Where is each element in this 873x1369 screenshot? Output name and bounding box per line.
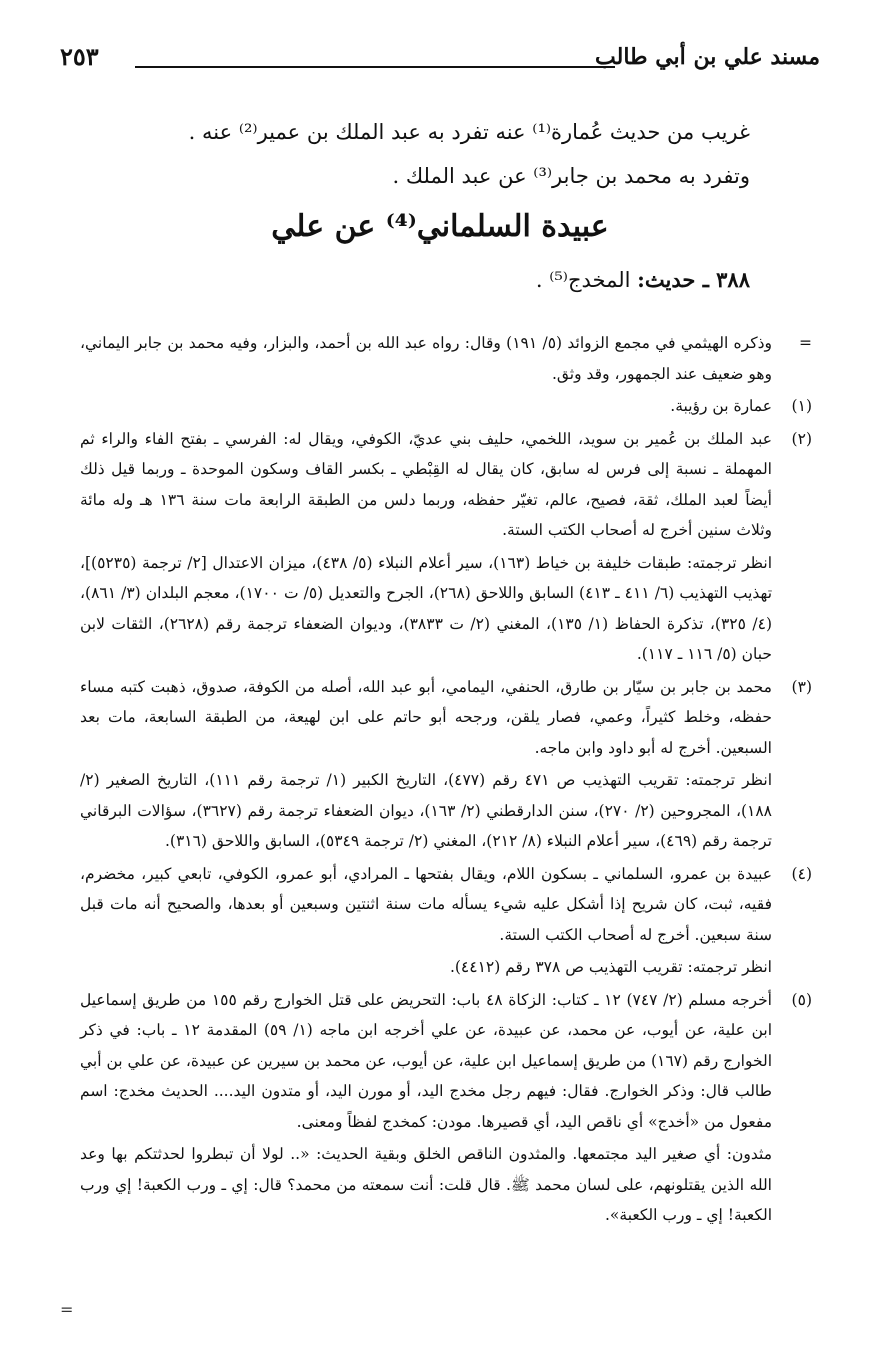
header-title: مسند علي بن أبي طالب — [595, 44, 820, 70]
footnote-number: (٢) — [791, 429, 812, 448]
section-title: عبيدة السلماني⁽⁴⁾ عن علي — [271, 209, 609, 244]
footnote-number: (١) — [791, 397, 812, 415]
hadith-text: المخدج⁽⁵⁾ . — [535, 268, 631, 292]
footnote-continued: مثدون: أي صغير اليد مجتمعها. والمثدون الناقص الخلق وبقية الحديث: «.. لولا أن تبطروا لحدثتكم بها وعد الله الذين يقتلونهم، على لسان محمد ﷺ. قال قلت: أنت سمعته من محمد؟ قال: إي ـ ورب الكعبة! إي ورب الكعبة! إي ـ ورب الكعبة». — [80, 1145, 772, 1224]
running-header — [60, 42, 820, 82]
footnote-text: وذكره الهيثمي في مجمع الزوائد (٥/ ١٩١) وقال: رواه عبد الله بن أحمد، والبزار، وفيه محمد بن جابر اليماني، وهو ضعيف عند الجمهور، وقد وثق. — [80, 334, 772, 383]
footnote-3 — [80, 672, 812, 857]
page-number: ٢٥٣ — [60, 42, 99, 71]
footnotes — [80, 328, 812, 1233]
margin-mark: = — [60, 1300, 74, 1319]
footnote-number: (٤) — [791, 864, 812, 883]
footnote-number: (٥) — [791, 990, 812, 1009]
footnote-5 — [80, 985, 812, 1231]
footnote-text: عبيدة بن عمرو، السلماني ـ بسكون اللام، ويقال بفتحها ـ المرادي، أبو عمرو، الكوفي، تابعي كبير، مخضرم، فقيه، ثبت، كان شريح إذا أشكل عليه شيء يسأله مات سنة اثنتين وسبعين أو بعدها، والصحيح أنه مات قبل سنة سبعين. أخرج له أصحاب الكتب الستة. — [80, 864, 772, 944]
main-text — [130, 110, 750, 302]
footnote-text: عمارة بن رؤيبة. — [670, 397, 772, 415]
continuation-mark: = — [799, 334, 812, 352]
footnote-2 — [80, 424, 812, 670]
footnote-text: عبد الملك بن عُمير بن سويد، اللخمي، حليف بني عديّ، الكوفي، ويقال له: الفرسي ـ بفتح الفاء والراء ثم المهملة ـ نسبة إلى فرس له سابق، كان يقال له القِبْطي ـ بكسر القاف وسكون الموحدة ـ وربما قيل ذلك أيضاً لعبد الملك، ثقة، فصيح، عالم، تغيّر حفظه، وربما دلس من الطبقة الرابعة مات سنة ١٣٦ هـ وله مائة وثلاث سنين أخرج له أصحاب الكتب الستة. — [80, 429, 772, 539]
footnote-text: محمد بن جابر بن سيّار بن طارق، الحنفي، اليمامي، أبو عبد الله، أصله من الكوفة، صدوق، ذهبت كتبه مساء حفظه، وخلط كثيراً، وعمي، فصار يلقن، ورجحه أبو حاتم على ابن لهيعة، من الطبقة السابعة، مات بعد السبعين. أخرج له أبو داود وابن ماجه. — [80, 677, 772, 757]
footnote-references: انظر ترجمته: طبقات خليفة بن خياط (١٦٣)، سير أعلام النبلاء (٥/ ٤٣٨)، ميزان الاعتدال [٢/ ترجمة (٥٢٣٥)]، تهذيب التهذيب (٦/ ٤١١ ـ ٤١٣) السابق واللاحق (٢٦٨)، الجرح والتعديل (٥/ ت ١٧٠٠)، معجم البلدان (٣/ ٨٦١)، (٤/ ٣٢٥)، تذكرة الحفاظ (١/ ١٣٥)، المغني (٢/ ت ٣٨٣٣)، وديوان الضعفاء ترجمة رقم (٢٦٢٨)، الثقات لابن حبان (٥/ ١١٦ ـ ١١٧). — [80, 553, 773, 663]
footnote-continuation — [80, 328, 812, 389]
header-rule — [135, 66, 615, 68]
hadith-number: ٣٨٨ ـ حديث: — [637, 267, 750, 292]
footnote-1 — [80, 391, 812, 422]
main-line-1: غريب من حديث عُمارة⁽¹⁾ عنه تفرد به عبد الملك بن عمير⁽²⁾ عنه . — [188, 120, 750, 144]
footnote-references: انظر ترجمته: تقريب التهذيب ص ٤٧١ رقم (٤٧٧)، التاريخ الكبير (١/ ترجمة رقم ١١١)، التاريخ الصغير (٢/ ١٨٨)، المجروحين (٢/ ٢٧٠)، سنن الدارقطني (٢/ ١٦٣)، ديوان الضعفاء ترجمة رقم (٣٦٢٧)، سؤالات البرقاني ترجمة رقم (٤٦٩)، سير أعلام النبلاء (٨/ ٢١٢)، المغني (٢/ ترجمة ٥٣٤٩)، السابق واللاحق (٣١٦). — [80, 771, 772, 850]
footnote-4 — [80, 859, 812, 983]
footnote-references: انظر ترجمته: تقريب التهذيب ص ٣٧٨ رقم (٤٤١٢). — [449, 958, 772, 976]
main-line-2: وتفرد به محمد بن جابر⁽³⁾ عن عبد الملك . — [392, 164, 750, 188]
footnote-number: (٣) — [791, 677, 812, 696]
footnote-text: أخرجه مسلم (٢/ ٧٤٧) ١٢ ـ كتاب: الزكاة ٤٨ باب: التحريض على قتل الخوارج رقم ١٥٥ من طريق إسماعيل ابن علية، عن أيوب، عن محمد، عن عبيدة، عن علي أخرجه ابن ماجه (١/ ٥٩) المقدمة ١٢ ـ باب: في ذكر الخوارج رقم (١٦٧) من طريق إسماعيل ابن علية، عن أيوب، عن محمد بن سيرين عن عبيدة، عن علي بن أبي طالب قال: وذكر الخوارج. فقال: فيهم رجل مخدج اليد، أو مورن اليد، أو متدون اليد.... الحديث مخدج: اسم مفعول من «أخدج» أي ناقص اليد، أي قصيرها. مودن: كمخدج لفظاً ومعنى. — [80, 990, 773, 1131]
hadith-heading — [130, 258, 750, 302]
